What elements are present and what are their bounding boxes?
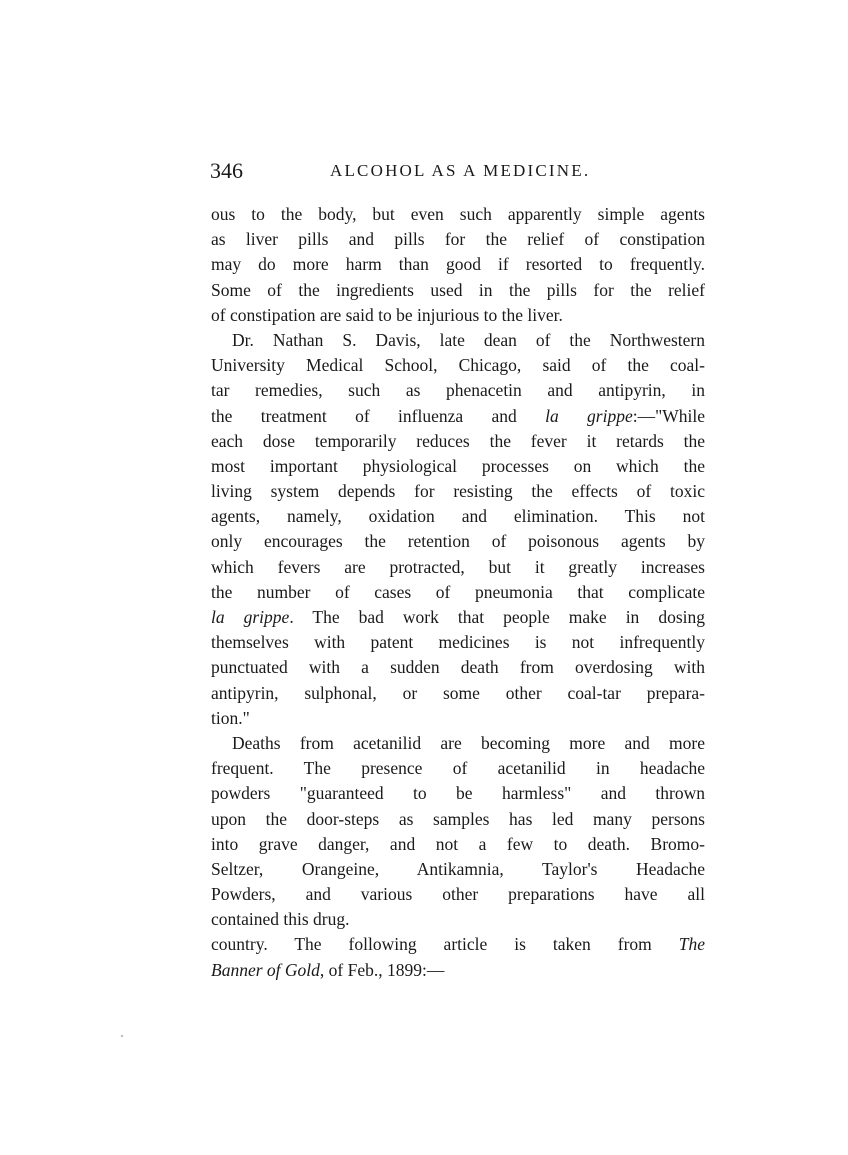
text-line <box>211 681 705 706</box>
text-segment: tar remedies, such as phenacetin and antipyrin, in <box>211 380 705 401</box>
text-line <box>211 580 705 605</box>
text-segment: living system depends for resisting the effects of toxic <box>211 481 705 502</box>
text-line <box>211 781 705 806</box>
text-line <box>211 655 705 680</box>
text-line <box>211 731 705 756</box>
text-segment: Some of the ingredients used in the pills for the relief <box>211 279 705 300</box>
text-segment: upon the door-steps as samples has led many persons <box>211 808 705 829</box>
text-line <box>211 328 705 353</box>
text-segment: into grave danger, and not a few to death. Bromo- <box>211 833 705 854</box>
text-segment: Deaths from acetanilid are becoming more and more <box>232 732 705 753</box>
text-segment: each dose temporarily reduces the fever it retards the <box>211 430 705 451</box>
text-line <box>211 630 705 655</box>
text-line <box>211 404 705 429</box>
text-segment: which fevers are protracted, but it greatly increases <box>211 556 705 577</box>
text-line <box>211 605 705 630</box>
text-segment: , of Feb., 1899:— <box>319 959 445 980</box>
text-line <box>211 756 705 781</box>
text-segment: only encourages the retention of poisonous agents by <box>211 531 705 552</box>
text-segment: agents, namely, oxidation and elimination. This not <box>211 506 705 527</box>
scan-speck <box>121 1035 123 1037</box>
text-line <box>211 529 705 554</box>
text-line <box>211 882 705 907</box>
text-line <box>211 202 705 227</box>
italic-text: la grippe <box>211 607 290 627</box>
page-number: 346 <box>210 158 243 183</box>
text-segment: as liver pills and pills for the relief of constipation <box>211 229 705 250</box>
text-segment: . The bad work that people make in dosing <box>289 607 705 627</box>
text-segment: may do more harm than good if resorted to frequently. <box>211 254 705 275</box>
text-segment: tion." <box>211 707 250 728</box>
text-segment: frequent. The presence of acetanilid in headache <box>211 758 705 779</box>
italic-text: la grippe <box>545 405 633 426</box>
text-line <box>211 832 705 857</box>
text-line <box>211 227 705 252</box>
text-line <box>211 429 705 454</box>
text-line <box>211 958 705 983</box>
text-segment: Powders, and various other preparations have all <box>211 884 705 905</box>
running-title: ALCOHOL AS A MEDICINE. <box>330 161 591 180</box>
text-segment: powders "guaranteed to be harmless" and thrown <box>211 783 705 804</box>
text-line <box>211 907 705 932</box>
text-segment: themselves with patent medicines is not infrequently <box>211 632 705 653</box>
text-line <box>211 252 705 277</box>
page-header <box>210 158 710 188</box>
text-line <box>211 353 705 378</box>
text-line <box>211 555 705 580</box>
italic-text: Banner of Gold <box>211 959 320 980</box>
text-segment: ous to the body, but even such apparently simple agents <box>211 204 705 224</box>
text-segment: :—"While <box>632 405 705 426</box>
text-line <box>211 278 705 303</box>
text-segment: contained this drug. <box>211 909 350 930</box>
text-segment: Seltzer, Orangeine, Antikamnia, Taylor's Headache <box>211 858 705 879</box>
text-segment: University Medical School, Chicago, said of the coal- <box>211 355 705 376</box>
text-segment: most important physiological processes on which the <box>211 455 705 476</box>
text-segment: antipyrin, sulphonal, or some other coal-tar prepara- <box>211 682 705 703</box>
text-line <box>211 932 705 957</box>
text-segment: the number of cases of pneumonia that complicate <box>211 581 705 602</box>
text-segment: of constipation are said to be injurious to the liver. <box>211 304 563 325</box>
text-line <box>211 857 705 882</box>
text-segment: the treatment of influenza and <box>211 405 546 426</box>
text-line <box>211 479 705 504</box>
italic-text: The <box>678 934 705 955</box>
text-segment: country. The following article is taken from <box>211 934 679 955</box>
text-line <box>211 807 705 832</box>
body-text <box>211 202 705 983</box>
text-line <box>211 504 705 529</box>
text-line <box>211 378 705 403</box>
text-segment: Dr. Nathan S. Davis, late dean of the Northwestern <box>232 329 705 350</box>
text-line <box>211 303 705 328</box>
text-line <box>211 454 705 479</box>
text-segment: punctuated with a sudden death from overdosing with <box>211 657 705 678</box>
text-line <box>211 706 705 731</box>
